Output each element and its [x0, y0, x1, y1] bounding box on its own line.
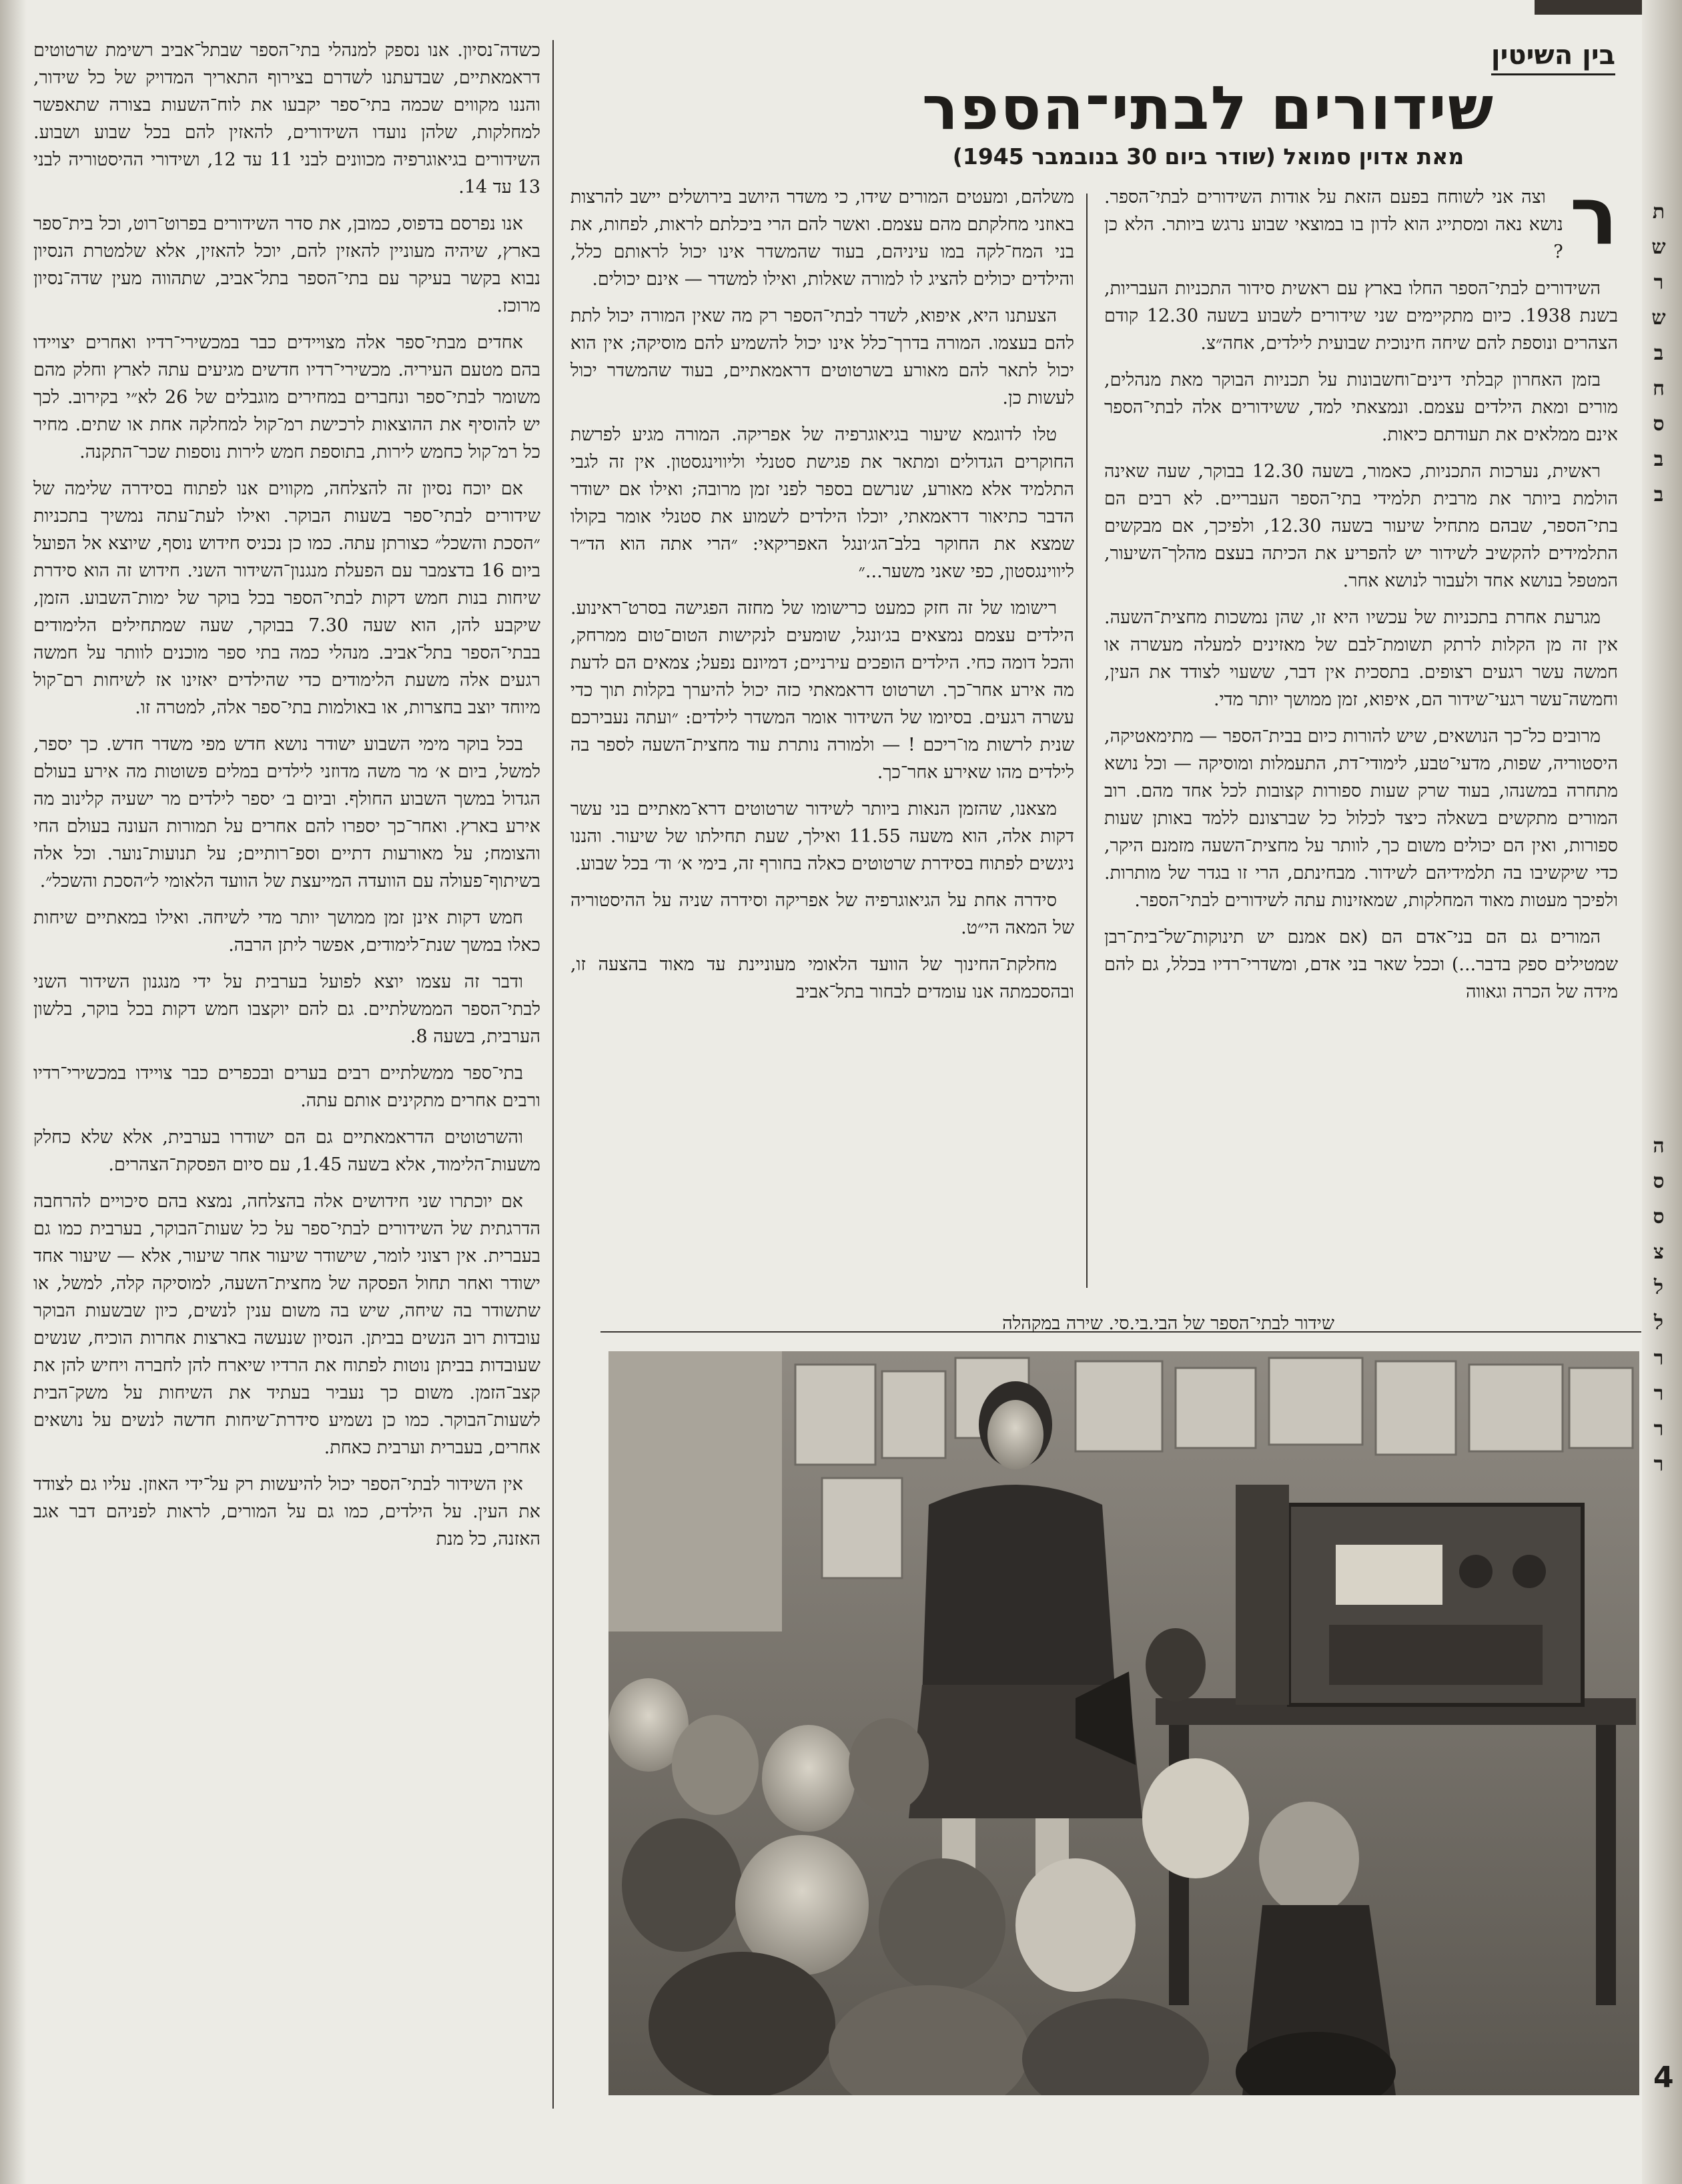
side-index-letter: ה: [1653, 1134, 1665, 1158]
paragraph: אם יוכתרו שני חידושים אלה בהצלחה, נמצא בהם סיכויים להרחבה הדרגתית של השידורים לבתי־ספר על כל שעות־הבוקר, בערבית כמו גם בעברית. אין רצוני לומר, שישודר שיעור אחר שיעור, אלא — שיעור אחד ישודר ואחר תחול הפסקה של מחצית־השעה, למוסיקה קלה, למשל, או שתשודר בה שיחה, שיש בה משום ענין לנשים, כיון שבשעות הבוקר עובדות רוב הנשים בביתן. הנסיון שנעשה בארצות אחרות הוכיח, שנשים שעובדות בביתן נוטות לפתוח את הרדיו שיארח להן לחברה ויחיש להן את קצב־הזמן. משום כך נעביר בעתיד את השיחות על משק־הבית לשעות־הבוקר. כמו כן נשמיע סידרת־שיחות חדשה לנשים על נושאים אחרים, בעברית וערבית כאחת.: [33, 1191, 540, 1458]
side-index-letter: ב: [1653, 483, 1664, 506]
photo-illustration: [608, 1351, 1639, 2095]
column-left: [33, 37, 540, 1562]
radio-set: [1289, 1505, 1583, 1705]
paragraph: הצעתנו היא, איפוא, לשדר לבתי־הספר רק מה שאין המורה יכול לתת להם בעצמו. המורה בדרך־כלל אינו יכול להשמיע להם מוסיקה; אין הוא יכול לתאר להם מאורע בשרטוטים דראמאתיים, בעוד שהמשדר יכול לעשות כן.: [570, 306, 1074, 408]
side-index-letter: ר: [1653, 1453, 1664, 1476]
side-index-letter: צ: [1653, 1240, 1664, 1264]
side-index-letter: ר: [1653, 1347, 1664, 1370]
side-index-letter: ש: [1651, 306, 1666, 330]
paragraph: אם יוכח נסיון זה להצלחה, מקווים אנו לפתוח בסידרה שלימה של שידורים לבתי־ספר בשעות הבוקר. ואילו לעת־עתה נמשיך בתכניות ״הסכת והשכל״ כצורתן עתה. כמו כן נכניס חידוש נוסף, שיוצא אל הפועל ביום 16 בדצמבר עם הפעלת מנגנון־השידור השני. חידוש זה הוא סידרת שיחות בנות חמש דקות לבתי־הספר בכל בוקר של ימות־השבוע. הזמן, שיקבע להן, הוא שעה 7.30 בבוקר, שעה שמתחילים הלימודים בבתי־הספר בתל־אביב. מנהלי כמה בתי ספר מוכנים לוותר על חמשה רגעים אלה משעת הלימודים כדי שהילדים יאזינו אז לשיחות רם־קול מיוחד יוצב בחצרות, או באולמות בתי־ספר אלה, למטרה זו.: [33, 478, 540, 718]
side-index-letter: ר: [1653, 1382, 1664, 1405]
section-header: בין השיטין: [1491, 40, 1615, 75]
side-index-letter: ב: [1653, 448, 1664, 471]
paragraph: אין השידור לבתי־הספר יכול להיעשות רק על־ידי האוזן. עליו גם לצודד את העין. על הילדים, כמו גם על המורים, לראות לפניהם דבר אגב האזנה, כל מנת: [33, 1474, 540, 1549]
paragraph: חמש דקות אינן זמן ממושך יותר מדי לשיחה. ואילו במאתיים שיחות כאלו במשך שנת־לימודים, אפשר ליתן הרבה.: [33, 907, 540, 956]
side-index-letter: ש: [1651, 236, 1666, 259]
column-right: [1104, 170, 1618, 1015]
page-number: 4: [1653, 2061, 1674, 2095]
side-index-letter: ס: [1653, 1205, 1665, 1228]
paragraph: בכל בוקר מימי השבוע ישודר נושא חדש מפי משדר חדש. כך יספר, למשל, ביום א׳ מר משה מדוזני לילדים במלים פשוטות מה אירע בעולם הגדול במשך השבוע החולף. וביום ב׳ יספר לילדים מר ישעיה קלינוב מה אירע בארץ. ואחר־כך יספרו להם אחרים על תמורות העונה בעולם החי והצומח; על מאורעות דתיים וספ־רותיים; על תנועות־נוער. וכל אלה בשיתוף־פעולה עם הוועדה המייעצת של הוועד הלאומי ל״הסכת והשכל״.: [33, 734, 540, 891]
paragraph: מגרעת אחרת בתכניות של עכשיו היא זו, שהן נמשכות מחצית־השעה. אין זה מן הקלות לרתק תשומת־לבם של מאזינים למעלה מעשרה או חמשה עשר רגעים רצופים. בתסכית אין דבר, ששעוי לצודד את העין, וחמשה־עשר רגעי־שידור הם, איפוא, זמן ממושך יותר מדי.: [1104, 607, 1618, 710]
side-index-letter: ס: [1653, 412, 1665, 436]
photo-caption: שידור לבתי־הספר של הבי.בי.סי. שירה במקהלה: [1002, 1313, 1334, 1334]
paragraph: טלו לדוגמא שיעור בגיאוגרפיה של אפריקה. המורה מגיע לפרשת החוקרים הגדולים ומתאר את פגישת סטנלי וליווינגסטון. אין זה לגבי התלמיד אלא מאורע, שנרשם בספר לפני זמן מרובה; ואילו אם ישודר הדבר כתיאור דראמאתי, יוכלו הילדים לשמוע את סטנלי אומר בקולו שמצא את החוקר בלב־הג׳ונגל האפריקאי: ״הרי אתה הוא הד״ר ליווינגסטון, כפי שאני משער...״: [570, 424, 1074, 582]
side-index-letter: ב: [1653, 342, 1664, 365]
side-index-letter: ל: [1653, 1276, 1664, 1299]
side-index-lower: [1645, 1134, 1672, 1476]
paragraph: ראשית, נערכות התכניות, כאמור, בשעה 12.30 בבוקר, שעה שאינה הולמת ביותר את מרבית תלמידי בתי־הספר העבריים. לא רבים הם בתי־הספר, שבהם מתחיל שיעור בשעה 12.30, ולפיכך, אם מבקשים התלמידים להקשיב לשידור יש להפריע את הכיתה בעצם מהלך־השיעור, המטפל בנושא אחד ולעבור לנושא אחר.: [1104, 461, 1618, 591]
article-title: שידורים לבתי־הספר: [921, 73, 1495, 143]
paragraph: המורים גם הם בני־אדם הם (אם אמנם יש תינוקות־של־בית־רבן שמטילים ספק בדבר...) וככל שאר בני אדם, ומשדרי־רדיו בכלל, גם להם מידה של הכרה וגאווה: [1104, 927, 1618, 1002]
column-middle: [570, 184, 1074, 1015]
photo-radio-classroom: [608, 1351, 1639, 2095]
paragraph: רישומו של זה חזק כמעט כרישומו של מחזה הפגישה בסרט־ראינוע. הילדים עצמם נמצאים בג׳ונגל, שומעים לנקישות הטום־טום ממרחק, והכל דומה כחי. הילדים הופכים עירניים; דמיונם נפעל; צמאים הם לדעת מה אירע אחר־כך. ושרטוט דראמאתי כזה יכול להיערך בקלות תוך כדי עשרה רגעים. בסיומו של השידור אומר המשדר לילדים: ״ועתה נעבירכם שנית לרשות מו־ריכם ! — ולמורה נותרת עוד מחצית־השעה לספר בה לילדים מהו שאירע אחר־כך.: [570, 598, 1074, 783]
paragraph: משלהם, ומעטים המורים שידו, כי משדר היושב בירושלים יישב להרצות באוזני מחלקתם מהם עצמם. ואשר להם הרי ביכלתם לראות, לפחות, את בני המח־לקה במו עיניהם, בעוד שהמשדר אינו יכול לראותם כלל, והילדים יכולים להציג לו למורה שאלות, ואילו למשדר — אינם יכולים.: [570, 187, 1074, 290]
side-index-letter: ר: [1653, 1417, 1664, 1441]
side-index-letter: ל: [1653, 1311, 1664, 1335]
column-divider: [552, 40, 554, 2109]
paragraph: אחדים מבתי־ספר אלה מצויידים כבר במכשירי־רדיו ואחרים יצויידו בהם מטעם העיריה. מכשירי־רדיו חדשים מגיעים עתה לארץ וחלק מהם משומר לבתי־ספר ונחברים במחירים מוגבלים של 26 לא״י בקירוב. לכך יש להוסיף את ההוצאות לרכישת רמ־קול למחלקה אחת או שתים. מחיר כל רמ־קול כחמש לירות, בתוספת חמש לירות נוספות שכר־התקנה.: [33, 332, 540, 462]
side-index-letter: ר: [1653, 271, 1664, 294]
page-gutter-shadow: [0, 0, 27, 2184]
drop-cap: ר: [1569, 170, 1618, 263]
paragraph: סידרה אחת על הגיאוגרפיה של אפריקה וסידרה שניה על ההיסטוריה של המאה הי״ט.: [570, 890, 1074, 938]
paragraph: מצאנו, שהזמן הנאות ביותר לשידור שרטוטים דרא־מאתיים בני עשר דקות אלה, הוא משעה 11.55 ואילך, שעת תחילתו של שיעור. והננו ניגשים לפתוח בסידרת שרטוטים כאלה בחורף זה, בימי א׳ וד׳ בכל שבוע.: [570, 799, 1074, 874]
side-index-letter: ח: [1653, 377, 1665, 400]
side-index-letter: ת: [1652, 200, 1665, 224]
paragraph: בזמן האחרון קבלתי דינים־וחשבונות על תכניות הבוקר מאת מנהלים, מורים ומאת הילדים עצמם. ונמצאתי למד, ששידורים אלה לבתי־הספר אינם ממלאים את תעודתם כיאות.: [1104, 370, 1618, 445]
article-byline: מאת אדוין סמואל (שודר ביום 30 בנובמבר 1945): [952, 143, 1464, 169]
paragraph: מרובים כל־כך הנושאים, שיש להורות כיום בבית־הספר — מתימאטיקה, היסטוריה, שפות, מדעי־טבע, לימודי־דת, התעמלות ומוסיקה — וכל נושא מתחרה במשנהו, בעוד שרק שעות ספורות קצובות לכל אחד מהם. רוב המורים מתקשים בשאלה כיצד לכלול כל שברצונם ללמד באותן שעות ספורות, ואין הם יכולים משום כך, לוותר על מחצית־השעה מזמנם היקר, כדי שיקשיבו בה תלמידיהם לשידור. מבחינתם, הרי זו בגדר של מותרות. ולפיכך מעטות מאוד המחלקות, שמאזינות עתה לשידורים לבתי־הספר.: [1104, 726, 1618, 911]
paragraph: כשדה־נסיון. אנו נספק למנהלי בתי־הספר שבתל־אביב רשימת שרטוטים דראמאתיים, שבדעתנו לשדרם בצירוף התאריך המדויק של כל שידור, והננו מקווים שכמה בתי־ספר יקבעו את לוח־השעות בצורה שתאפשר למחלקות, שלהן נועדו השידורים, להאזין להם בכל שבוע ושבוע. השידורים בגיאוגרפיה מכוונים לבני 11 עד 12, ושידורי ההיסטוריה לבני 13 עד 14.: [33, 40, 540, 198]
paragraph: אנו נפרסם בדפוס, כמובן, את סדר השידורים בפרוט־רוט, וכל בית־ספר בארץ, שיהיה מעוניין להאזין להם, יוכל להאזין, אלא שלמטרת הנסיון נבוא בקשר בעיקר עם בתי־הספר בתל־אביב, שתהווה מעין שדה־נסיון מרוכז.: [33, 214, 540, 316]
side-index-letter: ס: [1653, 1170, 1665, 1193]
paragraph: וצה אני לשוחח בפעם הזאת על אודות השידורים לבתי־הספר. נושא נאה ומסתייג הוא לדון בו במוצאי שבוע נרגש ביותר. הלא כן ?: [1104, 187, 1563, 262]
column-divider: [1086, 194, 1088, 1288]
paragraph: והשרטוטים הדראמאתיים גם הם ישודרו בערבית, אלא שלא כחלק משעות־הלימוד, אלא בשעה 1.45, עם סיום הפסקת־הצהרים.: [33, 1127, 540, 1175]
paragraph: מחלקת־החינוך של הוועד הלאומי מעוניינת עד מאוד בהצעה זו, ובהסכמתה אנו עומדים לבחור בתל־אביב: [570, 954, 1074, 1002]
paragraph: בתי־ספר ממשלתיים רבים בערים ובכפרים כבר צויידו במכשירי־רדיו ורבים אחרים מתקינים אותם עתה.: [33, 1063, 540, 1111]
side-index-upper: [1645, 200, 1672, 506]
paragraph: ודבר זה עצמו יוצא לפועל בערבית על ידי מנגנון השידור השני לבתי־הספר הממשלתיים. גם להם יוקצבו חמש דקות בכל בוקר, בלשון הערבית, בשעה 8.: [33, 972, 540, 1047]
paragraph: השידורים לבתי־הספר החלו בארץ עם ראשית סידור התכניות העבריות, בשנת 1938. כיום מתקיימים שני שידורים לשבוע בשעה 12.30 קודם הצהרים ונוספת להם שיחה חינוכית שבועית לילדים, אחה״צ.: [1104, 278, 1618, 354]
